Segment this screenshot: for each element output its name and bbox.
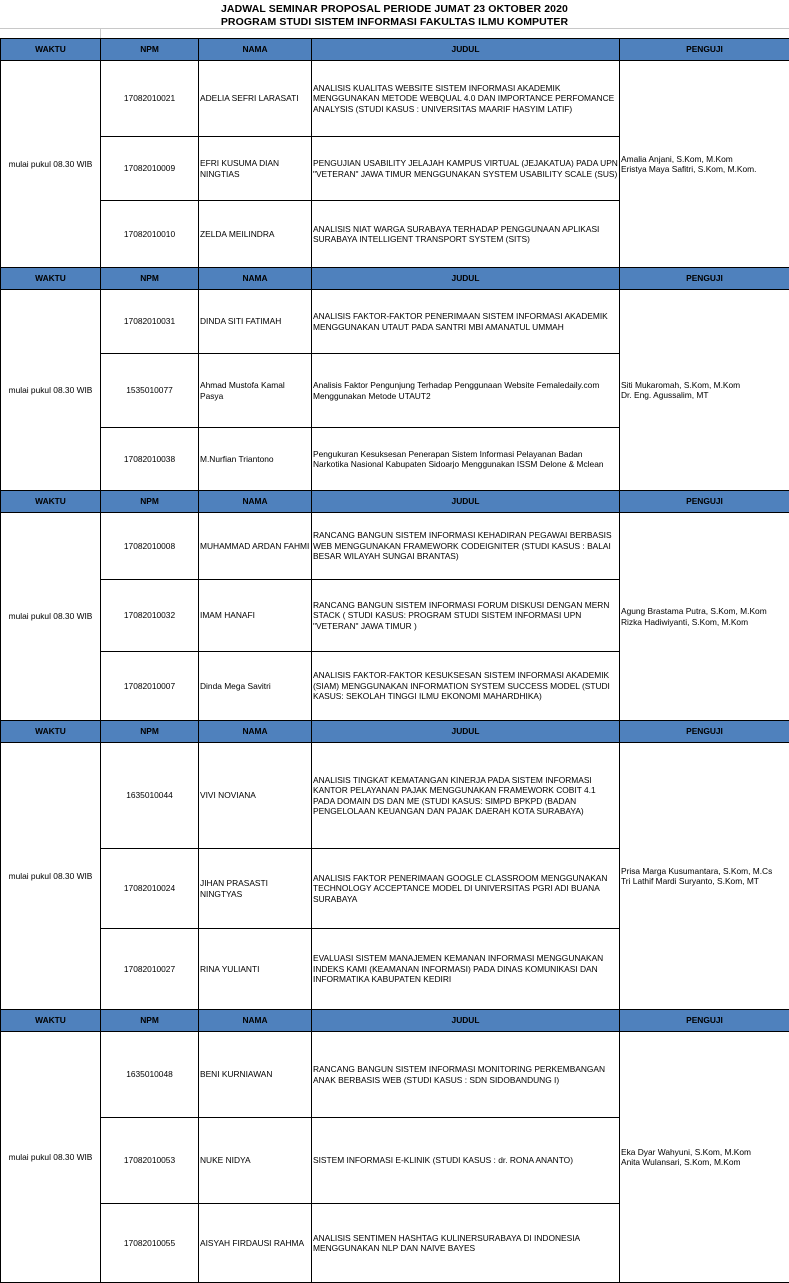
judul-cell: ANALISIS TINGKAT KEMATANGAN KINERJA PADA SISTEM INFORMASI KANTOR PELAYANAN PAJAK MENGGUNAKAN FRAMEWORK COBIT 4.1 PADA DOMAIN DS DAN ME (STUDI KASUS: SIMPD BPKPD (BADAN PENGELOLAAN KEUANGAN DAN PAJAK DAERAH KOTA SURABAYA) — [312, 743, 620, 849]
npm-cell: 1635010048 — [101, 1032, 199, 1118]
header-nama: NAMA — [199, 268, 312, 290]
npm-cell: 17082010024 — [101, 849, 199, 929]
npm-cell: 17082010055 — [101, 1204, 199, 1283]
npm-cell: 17082010010 — [101, 201, 199, 268]
nama-cell: RINA YULIANTI — [199, 929, 312, 1010]
npm-cell: 17082010007 — [101, 652, 199, 721]
nama-cell: NUKE NIDYA — [199, 1118, 312, 1204]
penguji-name: Tri Lathif Mardi Suryanto, S.Kom, MT — [621, 876, 788, 887]
table-row — [1, 61, 789, 137]
header-row — [1, 39, 789, 61]
npm-cell: 17082010021 — [101, 61, 199, 137]
header-nama: NAMA — [199, 39, 312, 61]
header-judul: JUDUL — [312, 268, 620, 290]
penguji-cell — [620, 61, 789, 268]
sheet-gridline — [100, 29, 101, 38]
npm-cell: 1635010044 — [101, 743, 199, 849]
nama-cell: VIVI NOVIANA — [199, 743, 312, 849]
header-npm: NPM — [101, 721, 199, 743]
header-judul: JUDUL — [312, 39, 620, 61]
penguji-cell — [620, 290, 789, 491]
header-npm: NPM — [101, 1010, 199, 1032]
header-npm: NPM — [101, 268, 199, 290]
judul-cell: ANALISIS SENTIMEN HASHTAG KULINERSURABAYA DI INDONESIA MENGGUNAKAN NLP DAN NAIVE BAYES — [312, 1204, 620, 1283]
judul-cell: ANALISIS NIAT WARGA SURABAYA TERHADAP PENGGUNAAN APLIKASI SURABAYA INTELLIGENT TRANSPORT SYSTEM (SITS) — [312, 201, 620, 268]
header-penguji: PENGUJI — [620, 1010, 789, 1032]
npm-cell: 17082010009 — [101, 137, 199, 201]
header-judul: JUDUL — [312, 491, 620, 513]
header-row — [1, 491, 789, 513]
judul-cell: RANCANG BANGUN SISTEM INFORMASI KEHADIRAN PEGAWAI BERBASIS WEB MENGGUNAKAN FRAMEWORK CODEIGNITER (STUDI KASUS : BALAI BESAR WILAYAH SUNGAI BRANTAS) — [312, 513, 620, 580]
document-title: JADWAL SEMINAR PROPOSAL PERIODE JUMAT 23 OKTOBER 2020 — [0, 3, 789, 15]
nama-cell: BENI KURNIAWAN — [199, 1032, 312, 1118]
judul-cell: ANALISIS FAKTOR PENERIMAAN GOOGLE CLASSROOM MENGGUNAKAN TECHNOLOGY ACCEPTANCE MODEL DI UNIVERSITAS PGRI ADI BUANA SURABAYA — [312, 849, 620, 929]
header-nama: NAMA — [199, 721, 312, 743]
header-nama: NAMA — [199, 1010, 312, 1032]
judul-cell: SISTEM INFORMASI E-KLINIK (STUDI KASUS : dr. RONA ANANTO) — [312, 1118, 620, 1204]
nama-cell: M.Nurfian Triantono — [199, 428, 312, 491]
penguji-name: Rizka Hadiwiyanti, S.Kom, M.Kom — [621, 617, 788, 628]
waktu-cell: mulai pukul 08.30 WIB — [1, 1032, 101, 1283]
penguji-name: Amalia Anjani, S.Kom, M.Kom — [621, 154, 788, 165]
header-penguji: PENGUJI — [620, 268, 789, 290]
header-npm: NPM — [101, 491, 199, 513]
npm-cell: 17082010038 — [101, 428, 199, 491]
npm-cell: 1535010077 — [101, 354, 199, 428]
npm-cell: 17082010027 — [101, 929, 199, 1010]
judul-cell: ANALISIS FAKTOR-FAKTOR PENERIMAAN SISTEM INFORMASI AKADEMIK MENGGUNAKAN UTAUT PADA SANTRI MBI AMANATUL UMMAH — [312, 290, 620, 354]
header-penguji: PENGUJI — [620, 39, 789, 61]
table-row — [1, 743, 789, 849]
header-row — [1, 268, 789, 290]
header-waktu: WAKTU — [1, 268, 101, 290]
npm-cell: 17082010053 — [101, 1118, 199, 1204]
nama-cell: JIHAN PRASASTI NINGTYAS — [199, 849, 312, 929]
nama-cell: MUHAMMAD ARDAN FAHMI — [199, 513, 312, 580]
penguji-name: Prisa Marga Kusumantara, S.Kom, M.Cs — [621, 866, 788, 877]
judul-cell: ANALISIS KUALITAS WEBSITE SISTEM INFORMASI AKADEMIK MENGGUNAKAN METODE WEBQUAL 4.0 DAN IMPORTANCE PERFOMANCE ANALYSIS (STUDI KASUS : UNIVERSITAS MAARIF HASYIM LATIF) — [312, 61, 620, 137]
nama-cell: Dinda Mega Savitri — [199, 652, 312, 721]
npm-cell: 17082010008 — [101, 513, 199, 580]
header-penguji: PENGUJI — [620, 721, 789, 743]
penguji-name: Dr. Eng. Agussalim, MT — [621, 390, 788, 401]
header-waktu: WAKTU — [1, 491, 101, 513]
nama-cell: Ahmad Mustofa Kamal Pasya — [199, 354, 312, 428]
judul-cell: ANALISIS FAKTOR-FAKTOR KESUKSESAN SISTEM INFORMASI AKADEMIK (SIAM) MENGGUNAKAN INFORMATION SYSTEM SUCCESS MODEL (STUDI KASUS: SEKOLAH TINGGI ILMU EKONOMI MAHARDHIKA) — [312, 652, 620, 721]
nama-cell: ADELIA SEFRI LARASATI — [199, 61, 312, 137]
header-penguji: PENGUJI — [620, 491, 789, 513]
waktu-cell: mulai pukul 08.30 WIB — [1, 513, 101, 721]
waktu-cell: mulai pukul 08.30 WIB — [1, 743, 101, 1010]
judul-cell: RANCANG BANGUN SISTEM INFORMASI FORUM DISKUSI DENGAN MERN STACK ( STUDI KASUS: PROGRAM STUDI SISTEM INFORMASI UPN "VETERAN" JAWA TIMUR ) — [312, 580, 620, 652]
nama-cell: EFRI KUSUMA DIAN NINGTIAS — [199, 137, 312, 201]
penguji-name: Eristya Maya Safitri, S.Kom, M.Kom. — [621, 164, 788, 175]
judul-cell: PENGUJIAN USABILITY JELAJAH KAMPUS VIRTUAL (JEJAKATUA) PADA UPN "VETERAN" JAWA TIMUR MENGGUNAKAN SYSTEM USABILITY SCALE (SUS) — [312, 137, 620, 201]
penguji-cell — [620, 1032, 789, 1283]
nama-cell: IMAM HANAFI — [199, 580, 312, 652]
header-row — [1, 721, 789, 743]
penguji-name: Anita Wulansari, S.Kom, M.Kom — [621, 1157, 788, 1168]
header-row — [1, 1010, 789, 1032]
header-judul: JUDUL — [312, 721, 620, 743]
penguji-name: Eka Dyar Wahyuni, S.Kom, M.Kom — [621, 1147, 788, 1158]
judul-cell: Analisis Faktor Pengunjung Terhadap Penggunaan Website Femaledaily.com Menggunakan Metode UTAUT2 — [312, 354, 620, 428]
document-subtitle: PROGRAM STUDI SISTEM INFORMASI FAKULTAS ILMU KOMPUTER — [0, 16, 789, 28]
header-waktu: WAKTU — [1, 721, 101, 743]
table-row — [1, 1032, 789, 1118]
sheet-gridline — [0, 28, 789, 29]
table-row — [1, 290, 789, 354]
waktu-cell: mulai pukul 08.30 WIB — [1, 61, 101, 268]
nama-cell: ZELDA MEILINDRA — [199, 201, 312, 268]
header-nama: NAMA — [199, 491, 312, 513]
penguji-cell — [620, 743, 789, 1010]
judul-cell: RANCANG BANGUN SISTEM INFORMASI MONITORING PERKEMBANGAN ANAK BERBASIS WEB (STUDI KASUS : SDN SIDOBANDUNG I) — [312, 1032, 620, 1118]
schedule-table — [0, 38, 789, 1283]
judul-cell: EVALUASI SISTEM MANAJEMEN KEMANAN INFORMASI MENGGUNAKAN INDEKS KAMI (KEAMANAN INFORMASI) PADA DINAS KOMUNIKASI DAN INFORMATIKA KABUPATEN KEDIRI — [312, 929, 620, 1010]
table-row — [1, 513, 789, 580]
waktu-cell: mulai pukul 08.30 WIB — [1, 290, 101, 491]
header-npm: NPM — [101, 39, 199, 61]
judul-cell: Pengukuran Kesuksesan Penerapan Sistem Informasi Pelayanan Badan Narkotika Nasional Kabupaten Sidoarjo Menggunakan ISSM Delone & Mclean — [312, 428, 620, 491]
nama-cell: AISYAH FIRDAUSI RAHMA — [199, 1204, 312, 1283]
npm-cell: 17082010031 — [101, 290, 199, 354]
penguji-name: Siti Mukaromah, S.Kom, M.Kom — [621, 380, 788, 391]
penguji-cell — [620, 513, 789, 721]
header-waktu: WAKTU — [1, 39, 101, 61]
nama-cell: DINDA SITI FATIMAH — [199, 290, 312, 354]
npm-cell: 17082010032 — [101, 580, 199, 652]
penguji-name: Agung Brastama Putra, S.Kom, M.Kom — [621, 606, 788, 617]
header-waktu: WAKTU — [1, 1010, 101, 1032]
header-judul: JUDUL — [312, 1010, 620, 1032]
